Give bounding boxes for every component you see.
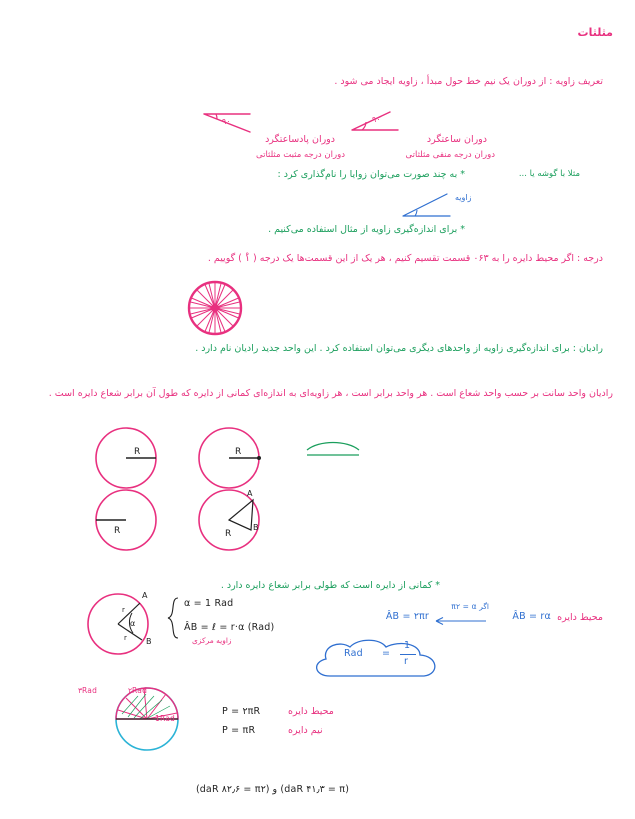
svg-text:A: A xyxy=(247,489,253,498)
bottom-note: (π = ۳٫۱۴ Rad) و (۲π = ۶٫۲۸ Rad) xyxy=(196,784,350,795)
perimeter-full-formula: P = ۲πR xyxy=(222,706,261,717)
counterclockwise-angle-figure xyxy=(200,108,252,134)
rad-mark-1: 1Rad xyxy=(155,714,175,723)
radian-line-2: رادیان واحد سانت بر حسب واحد شعاع است . هر واحد برابر است ، هر زاویه‌ای به اندازه‌ای کمانی از دایره که طول آن برابر شعاع دایره است . xyxy=(48,388,613,399)
alpha-rad-formula: α = 1 Rad xyxy=(184,598,234,609)
rad-label: Rad xyxy=(344,648,363,659)
svg-text:B: B xyxy=(146,637,152,646)
svg-text:زاویه: زاویه xyxy=(455,193,472,202)
degree-wheel-figure xyxy=(185,278,245,338)
rad-mark-3: ۳Rad xyxy=(78,686,98,695)
counterclockwise-label: دوران پادساعتگرد xyxy=(265,134,335,145)
svg-text:α: α xyxy=(130,619,136,628)
central-angle-label: زاویه مرکزی xyxy=(192,636,232,645)
perimeter-half-label: نیم دایره xyxy=(288,725,323,736)
svg-text:R: R xyxy=(134,447,141,457)
implication-arrow xyxy=(432,612,490,626)
svg-text:A: A xyxy=(142,591,148,600)
rad-definition-cloud xyxy=(308,636,448,684)
circle-figure-1 xyxy=(92,424,160,492)
measure-note-line: * برای اندازه‌گیری زاویه از مثال استفاده می‌کنیم . xyxy=(268,224,465,235)
clockwise-angle-figure xyxy=(350,108,402,134)
page-title: مثلثات xyxy=(577,26,613,39)
svg-text:R: R xyxy=(114,526,121,536)
arc-note-line: * کمانی از دایره است که طولی برابر شعاع دایره دارد . xyxy=(220,580,440,591)
sector-brace xyxy=(166,596,180,640)
rad-mark-2: ۲Rad xyxy=(128,686,148,695)
arc-mark-figure xyxy=(305,438,361,458)
clockwise-sublabel: دوران درجه منفی مثلثاتی xyxy=(405,150,495,160)
svg-text:R: R xyxy=(235,447,242,457)
circle-figure-3 xyxy=(92,486,160,554)
rad-equals: = xyxy=(382,648,391,659)
arc-result: ÂB = ۲πr xyxy=(385,611,429,622)
arc-length-formula: ÂB = ℓ = r·α (Rad) xyxy=(184,622,275,633)
rad-numerator: 1 xyxy=(404,640,411,651)
counterclockwise-sublabel: دوران درجه مثبت مثلثاتی xyxy=(256,150,345,160)
svg-text:B: B xyxy=(253,523,259,532)
sector-figure xyxy=(78,586,174,662)
circle-figure-2 xyxy=(195,424,263,492)
degree-definition-line: درجه : اگر محیط دایره را به ۳۶۰ قسمت تقسیم کنیم ، هر یک از این قسمت‌ها یک درجه ( ۱ْ ) گوییم . xyxy=(207,253,603,264)
circumference-label: محیط دایره xyxy=(557,612,603,623)
angle-definition-line: تعریف زاویه : از دوران یک نیم خط حول مبدأ ، زاویه ایجاد می شود . xyxy=(334,76,603,87)
arc-condition: اگر α = ۲π xyxy=(451,602,489,611)
naming-examples: مثلا با گوشه یا ... xyxy=(518,169,580,179)
radian-line-1: رادیان : برای اندازه‌گیری زاویه از واحدهای دیگری می‌توان استفاده کرد . این واحد جدید رادیان نام دارد . xyxy=(195,343,603,354)
arc-formula-simple: ÂB = rα xyxy=(512,611,551,622)
svg-text:r: r xyxy=(124,634,127,642)
clockwise-label: دوران ساعتگرد xyxy=(426,134,487,145)
circle-figure-4-triangle xyxy=(195,486,267,554)
angle-naming-sketch xyxy=(395,186,485,224)
naming-line: * به چند صورت می‌توان زوایا را نام‌گذاری کرد : xyxy=(277,169,465,180)
svg-text:r: r xyxy=(122,606,125,614)
svg-text:R: R xyxy=(225,529,232,539)
rad-fraction-bar xyxy=(400,654,416,655)
rad-denominator: r xyxy=(404,656,409,667)
svg-text:۹۰: ۹۰ xyxy=(222,117,231,126)
perimeter-half-formula: P = πR xyxy=(222,725,256,736)
perimeter-full-label: محیط دایره xyxy=(288,706,334,717)
svg-text:۹۰: ۹۰ xyxy=(372,115,381,124)
